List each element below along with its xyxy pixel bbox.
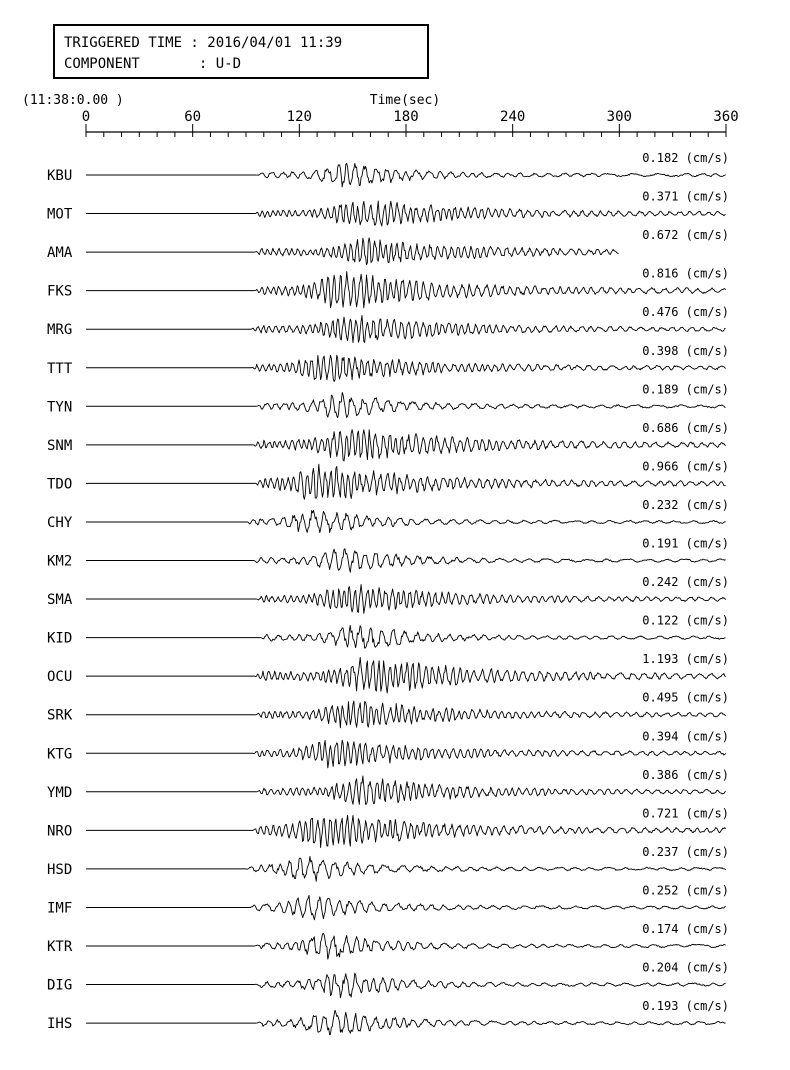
amplitude-label: 0.252 (cm/s) bbox=[642, 883, 729, 898]
amplitude-label: 0.237 (cm/s) bbox=[642, 844, 729, 859]
station-row-ymd bbox=[47, 768, 729, 805]
header-triggered-time: TRIGGERED TIME : 2016/04/01 11:39 bbox=[64, 35, 343, 51]
x-axis bbox=[82, 109, 739, 137]
waveform-trace bbox=[255, 701, 726, 728]
station-row-ama bbox=[47, 228, 729, 265]
amplitude-label: 0.672 (cm/s) bbox=[642, 228, 729, 243]
station-row-km2 bbox=[47, 537, 729, 573]
x-tick-label: 300 bbox=[606, 109, 632, 125]
amplitude-label: 0.232 (cm/s) bbox=[642, 497, 729, 512]
waveform-trace bbox=[251, 355, 725, 381]
station-label: KTG bbox=[47, 746, 73, 763]
waveform-trace bbox=[253, 549, 725, 573]
station-label: SNM bbox=[47, 437, 73, 454]
station-row-tdo bbox=[47, 459, 729, 499]
amplitude-label: 0.204 (cm/s) bbox=[642, 960, 729, 975]
station-row-fks bbox=[47, 267, 729, 308]
station-label: AMA bbox=[47, 245, 73, 262]
station-row-nro bbox=[47, 806, 729, 847]
amplitude-label: 0.242 (cm/s) bbox=[642, 575, 729, 590]
station-label: YMD bbox=[47, 784, 73, 801]
amplitude-label: 0.182 (cm/s) bbox=[642, 151, 729, 165]
station-row-tyn bbox=[47, 382, 729, 417]
station-row-snm bbox=[47, 421, 729, 461]
amplitude-label: 0.189 (cm/s) bbox=[642, 382, 729, 397]
amplitude-label: 0.816 (cm/s) bbox=[642, 266, 729, 281]
station-label: IHS bbox=[47, 1016, 73, 1033]
amplitude-label: 0.174 (cm/s) bbox=[642, 922, 729, 936]
station-row-ihs bbox=[47, 999, 729, 1035]
station-traces bbox=[47, 151, 729, 1035]
station-label: KBU bbox=[47, 168, 73, 184]
station-label: SMA bbox=[47, 592, 73, 609]
station-row-kbu bbox=[47, 151, 729, 187]
station-row-mrg bbox=[47, 305, 729, 342]
amplitude-label: 0.394 (cm/s) bbox=[642, 729, 729, 744]
amplitude-label: 0.495 (cm/s) bbox=[642, 690, 729, 705]
amplitude-label: 0.966 (cm/s) bbox=[642, 459, 729, 474]
station-row-ttt bbox=[47, 344, 729, 382]
amplitude-label: 0.193 (cm/s) bbox=[642, 999, 729, 1014]
station-row-ktr bbox=[47, 922, 729, 959]
station-label: SRK bbox=[47, 707, 73, 724]
x-tick-label: 180 bbox=[393, 109, 419, 125]
station-label: OCU bbox=[47, 669, 73, 686]
station-row-dig bbox=[47, 961, 729, 998]
amplitude-label: 0.371 (cm/s) bbox=[642, 189, 729, 204]
x-axis-origin-time: (11:38:0.00 ) bbox=[22, 93, 124, 108]
amplitude-label: 0.721 (cm/s) bbox=[642, 806, 729, 821]
waveform-trace bbox=[255, 933, 726, 959]
waveform-trace bbox=[255, 973, 726, 998]
waveform-trace bbox=[246, 511, 726, 533]
waveform-trace bbox=[255, 238, 619, 265]
station-label: DIG bbox=[47, 977, 73, 994]
waveform-trace bbox=[257, 1010, 726, 1035]
station-label: HSD bbox=[47, 861, 73, 878]
station-label: FKS bbox=[47, 283, 73, 300]
amplitude-label: 1.193 (cm/s) bbox=[642, 652, 729, 667]
station-label: IMF bbox=[47, 900, 73, 917]
amplitude-label: 0.686 (cm/s) bbox=[642, 420, 729, 435]
station-label: NRO bbox=[47, 823, 73, 840]
station-row-ocu bbox=[47, 652, 729, 693]
station-label: TTT bbox=[47, 360, 73, 377]
waveform-trace bbox=[250, 895, 726, 919]
waveform-trace bbox=[260, 626, 725, 649]
station-label: CHY bbox=[47, 514, 73, 531]
station-row-imf bbox=[47, 883, 729, 919]
amplitude-label: 0.476 (cm/s) bbox=[642, 305, 729, 320]
waveform-trace bbox=[253, 740, 725, 768]
station-row-ktg bbox=[47, 729, 729, 768]
station-label: MOT bbox=[47, 206, 73, 223]
station-row-sma bbox=[47, 575, 729, 613]
x-axis-title: Time(sec) bbox=[369, 93, 441, 108]
waveform-trace bbox=[246, 857, 726, 882]
station-row-hsd bbox=[47, 845, 729, 881]
waveform-trace bbox=[257, 163, 726, 187]
amplitude-label: 0.398 (cm/s) bbox=[642, 343, 729, 358]
x-tick-label: 0 bbox=[81, 109, 91, 125]
x-tick-label: 120 bbox=[286, 109, 312, 125]
waveform-trace bbox=[251, 316, 725, 343]
station-label: TDO bbox=[47, 476, 73, 493]
header-component: COMPONENT : U-D bbox=[64, 56, 242, 72]
station-row-chy bbox=[47, 498, 729, 533]
station-row-mot bbox=[47, 190, 729, 226]
station-label: KM2 bbox=[47, 553, 73, 570]
x-tick-label: 240 bbox=[500, 109, 526, 125]
station-label: MRG bbox=[47, 322, 73, 339]
waveform-trace bbox=[255, 201, 726, 226]
amplitude-label: 0.122 (cm/s) bbox=[642, 613, 729, 628]
x-tick-label: 60 bbox=[184, 109, 202, 125]
amplitude-label: 0.191 (cm/s) bbox=[642, 536, 729, 551]
station-label: TYN bbox=[47, 399, 73, 416]
station-label: KTR bbox=[47, 939, 73, 955]
x-tick-label: 360 bbox=[713, 109, 739, 125]
station-row-kid bbox=[47, 614, 729, 649]
amplitude-label: 0.386 (cm/s) bbox=[642, 767, 729, 782]
station-label: KID bbox=[47, 630, 73, 647]
station-row-srk bbox=[47, 691, 729, 728]
